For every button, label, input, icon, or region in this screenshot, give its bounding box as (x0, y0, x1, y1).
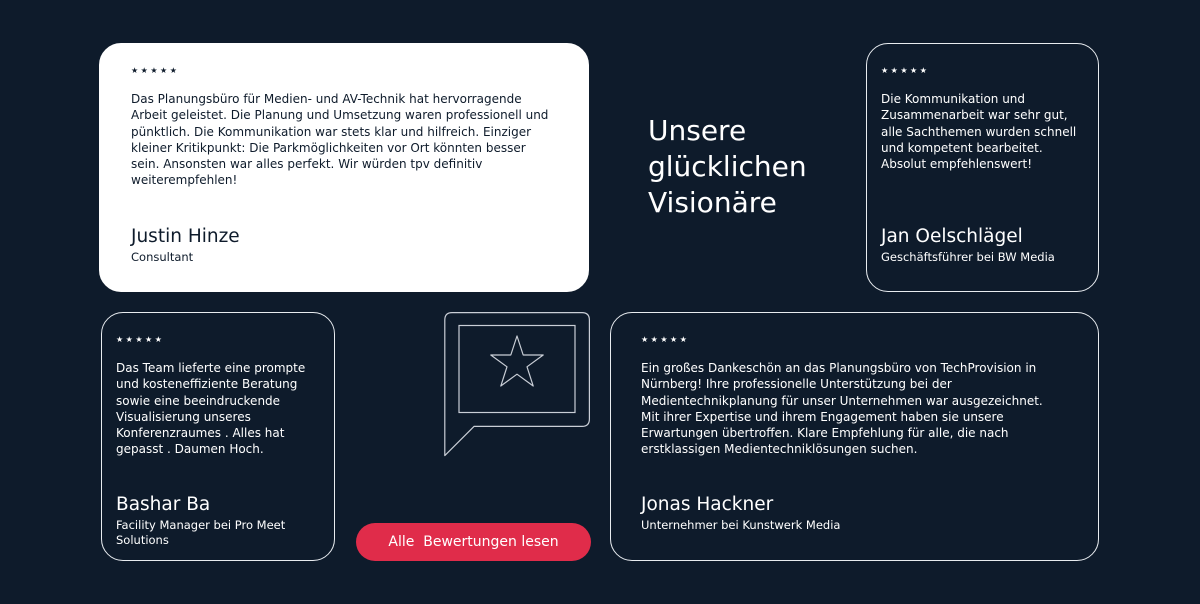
review-card-justin-hinze (99, 43, 589, 292)
review-star-speech-bubble-icon (444, 312, 590, 457)
review-author-role: Consultant (131, 250, 194, 264)
review-author-role: Facility Manager bei Pro Meet Solutions (116, 518, 286, 547)
review-text: Die Kommunikation und Zusammenarbeit war sehr gut, alle Sachthemen wurden schnell und kompetent bearbeitet. Absolut empfehlenswert! (881, 92, 1077, 172)
review-author: Jan Oelschlägel (881, 226, 1023, 247)
review-author-role: Unternehmer bei Kunstwerk Media (641, 518, 841, 532)
review-card-bashar-ba (101, 312, 335, 561)
review-author: Justin Hinze (131, 226, 240, 247)
star-rating: ★★★★★ (116, 335, 165, 344)
star-rating: ★★★★★ (131, 66, 180, 75)
star-rating: ★★★★★ (641, 335, 690, 344)
review-card-jan-oelschlaegel (866, 43, 1099, 292)
review-text: Das Team lieferte eine prompte und kosteneffiziente Beratung sowie eine beeindruckende Visualisierung unseres Konferenzraumes . Alles hat gepasst . Daumen Hoch. (116, 361, 306, 457)
review-author: Bashar Ba (116, 494, 211, 515)
review-text: Das Planungsbüro für Medien- und AV-Technik hat hervorragende Arbeit geleistet. Die Planung und Umsetzung waren professionell und pünktlich. Die Kommunikation war stets klar und hilfreich. Einziger kleiner Kritikpunkt: Die Parkmöglichkeiten vor Ort könnten besser sein. Ansonsten war alles perfekt. Wir würden tpv definitiv weiterempfehlen! (131, 92, 549, 188)
read-all-reviews-button[interactable]: Alle Bewertungen lesen (356, 523, 591, 561)
review-author: Jonas Hackner (641, 494, 774, 515)
section-heading: Unsere glücklichen Visionäre (648, 114, 807, 219)
review-author-role: Geschäftsführer bei BW Media (881, 250, 1055, 264)
review-text: Ein großes Dankeschön an das Planungsbüro von TechProvision in Nürnberg! Ihre professionelle Unterstützung bei der Medientechnikplanung für unser Unternehmen war ausgezeichnet. Mit ihrer Expertise und ihrem Engagement haben sie unsere Erwartungen übertroffen. Klare Empfehlung für alle, die nach erstklassigen Medientechniklösungen suchen. (641, 361, 1043, 457)
review-card-jonas-hackner (610, 312, 1099, 561)
star-rating: ★★★★★ (881, 66, 930, 75)
